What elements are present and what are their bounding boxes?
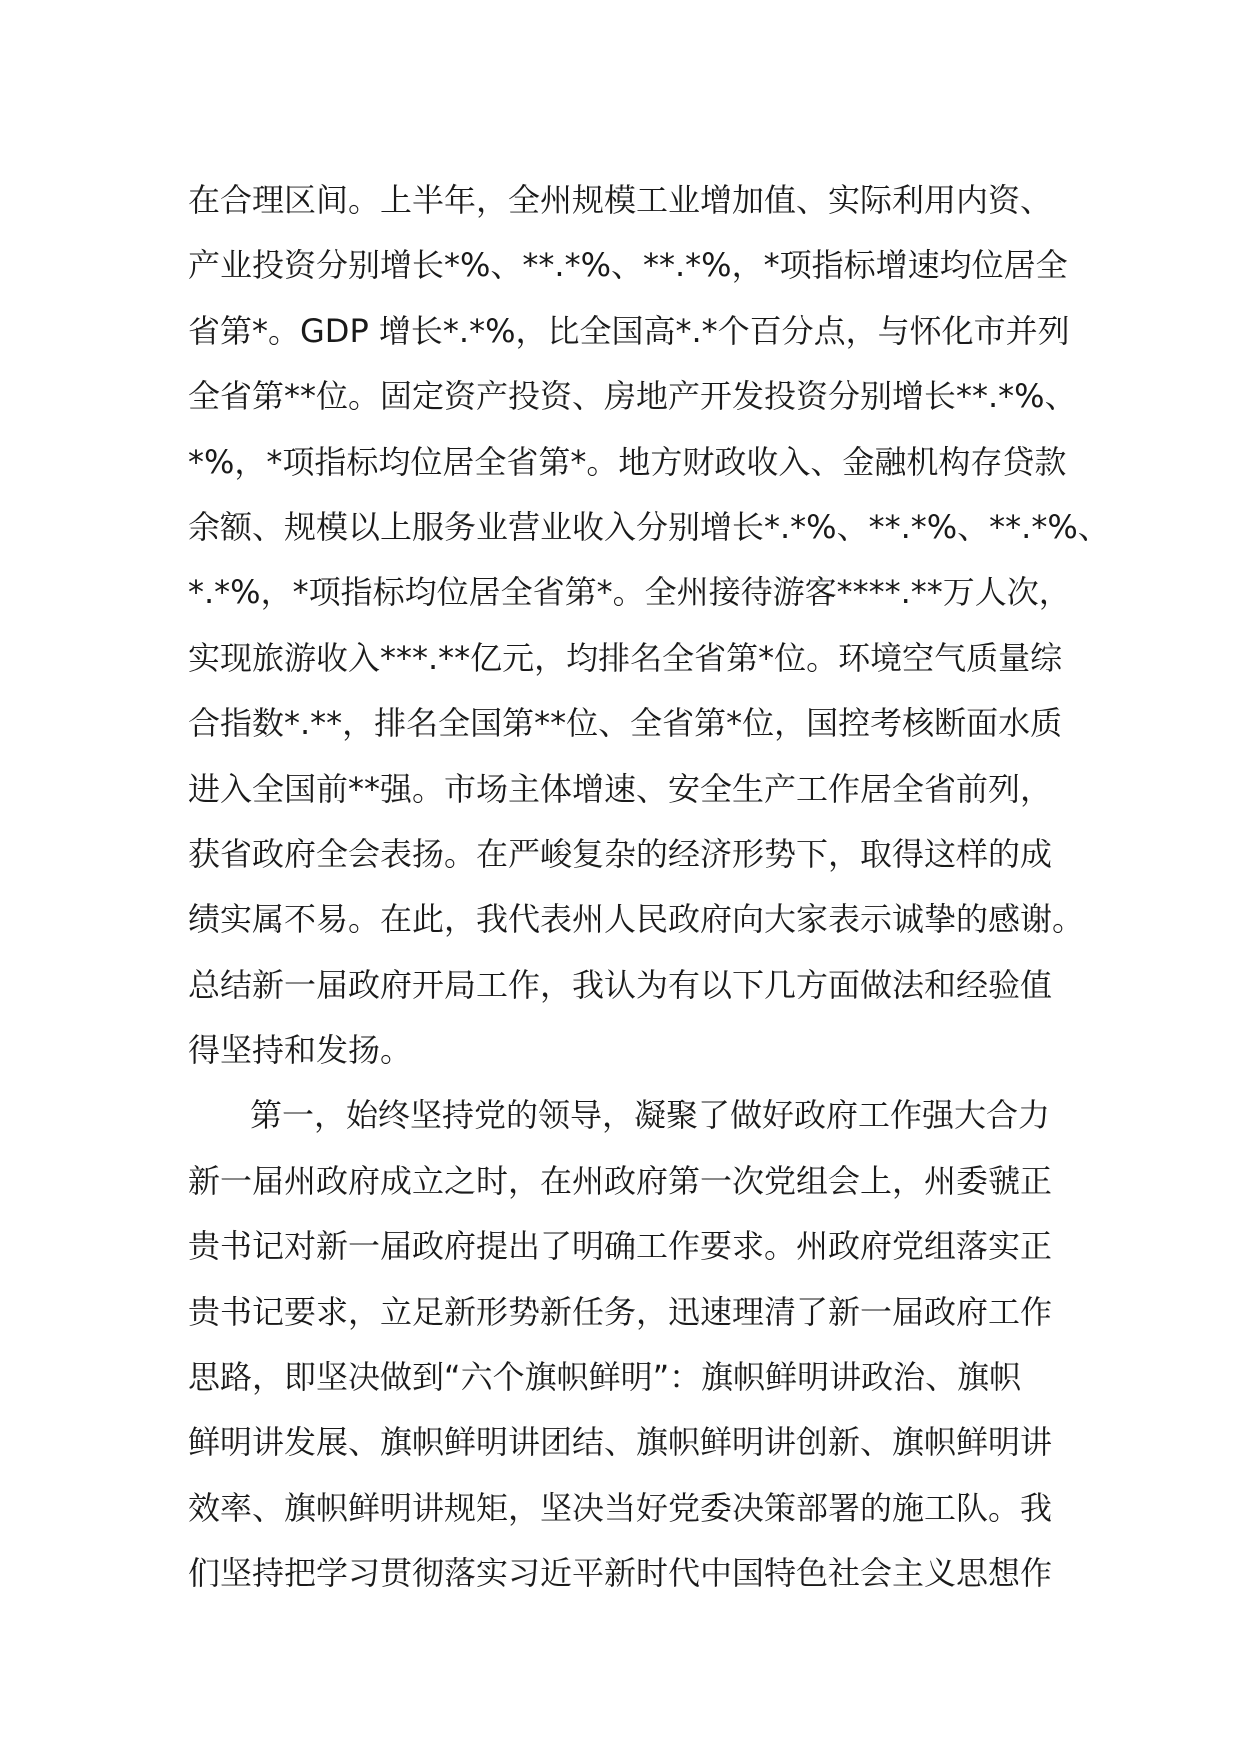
text-line: 贵书记要求，立足新形势新任务，迅速理清了新一届政府工作	[188, 1292, 1053, 1331]
text-line: 新一届州政府成立之时，在州政府第一次党组会上，州委虢正	[188, 1161, 1053, 1200]
text-line: 产业投资分别增长*%、**.*%、**.*%，*项指标增速均位居全	[188, 246, 1068, 285]
text-line: 余额、规模以上服务业营业收入分别增长*.*%、**.*%、**.*%、	[188, 507, 1110, 546]
text-line: 省第*。GDP 增长*.*%，比全国高*.*个百分点，与怀化市并列	[188, 311, 1070, 350]
paragraph-heading-line: 第一，始终坚持党的领导，凝聚了做好政府工作强大合力	[250, 1096, 1051, 1135]
text-line: 进入全国前**强。市场主体增速、安全生产工作居全省前列，	[188, 769, 1053, 808]
text-line: 效率、旗帜鲜明讲规矩，坚决当好党委决策部署的施工队。我	[188, 1488, 1053, 1527]
text-line: *.*%，*项指标均位居全省第*。全州接待游客****.**万人次，	[188, 573, 1071, 612]
text-line: 在合理区间。上半年，全州规模工业增加值、实际利用内资、	[188, 181, 1053, 219]
text-line: *%，*项指标均位居全省第*。地方财政收入、金融机构存贷款	[188, 442, 1067, 481]
text-line: 贵书记对新一届政府提出了明确工作要求。州政府党组落实正	[188, 1227, 1053, 1266]
text-line: 绩实属不易。在此，我代表州人民政府向大家表示诚挚的感谢。	[188, 900, 1085, 939]
text-line: 鲜明讲发展、旗帜鲜明讲团结、旗帜鲜明讲创新、旗帜鲜明讲	[188, 1423, 1053, 1462]
text-line: 获省政府全会表扬。在严峻复杂的经济形势下，取得这样的成	[188, 834, 1053, 873]
text-line: 实现旅游收入***.**亿元，均排名全省第*位。环境空气质量综	[188, 638, 1063, 677]
text-line: 们坚持把学习贯彻落实习近平新时代中国特色社会主义思想作	[188, 1554, 1053, 1593]
text-line: 合指数*.**，排名全国第**位、全省第*位，国控考核断面水质	[188, 704, 1063, 743]
text-line: 全省第**位。固定资产投资、房地产开发投资分别增长**.*%、	[188, 377, 1077, 416]
body-text	[188, 168, 1110, 1607]
text-line: 总结新一届政府开局工作，我认为有以下几方面做法和经验值	[188, 965, 1053, 1004]
text-line: 得坚持和发扬。	[188, 1031, 413, 1070]
text-line: 思路，即坚决做到“六个旗帜鲜明”：旗帜鲜明讲政治、旗帜	[188, 1358, 1022, 1397]
